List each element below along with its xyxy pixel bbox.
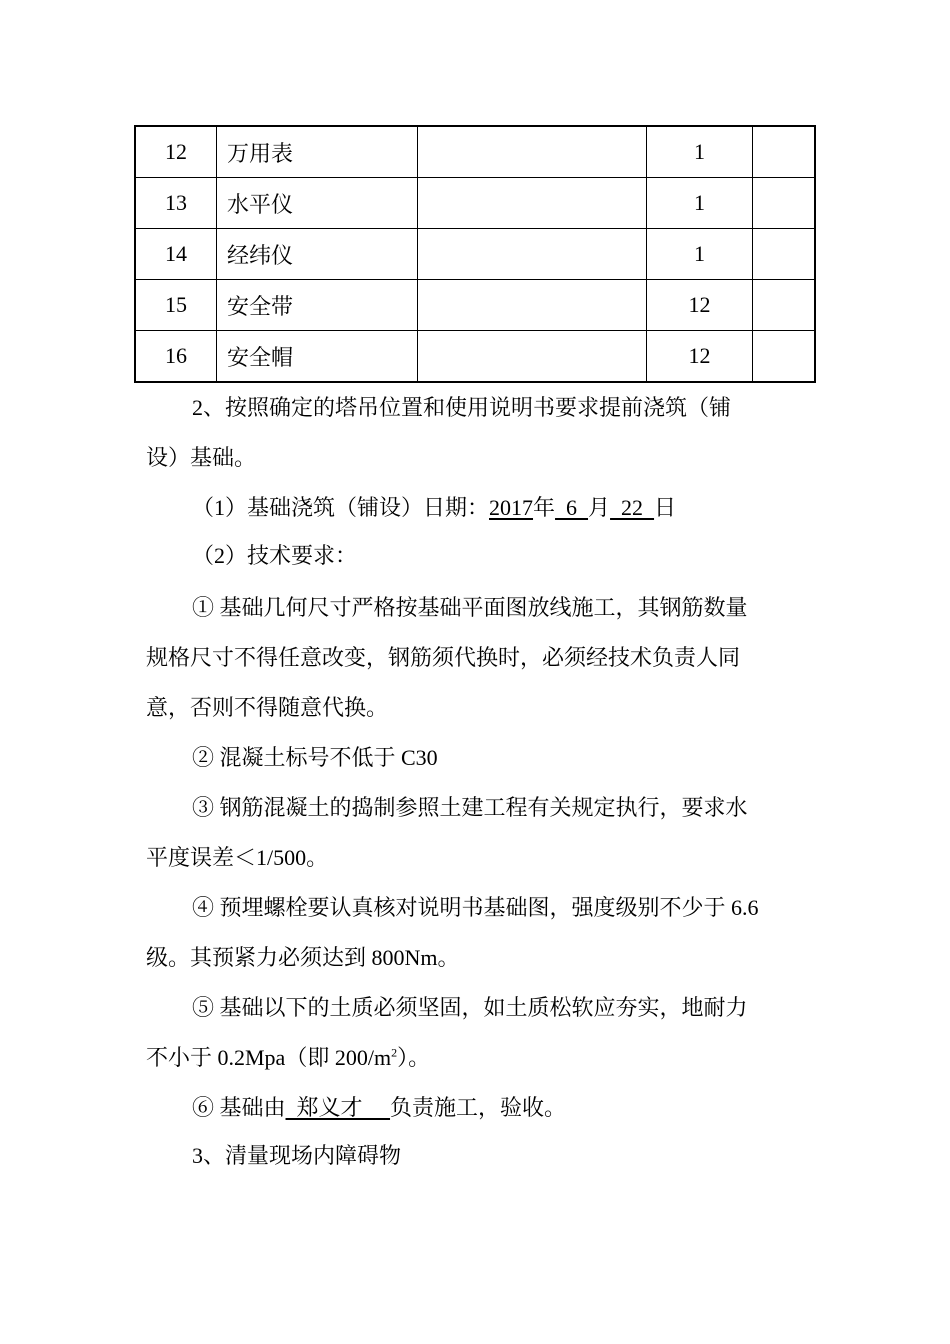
equipment-spec [418,280,647,331]
equipment-spec [418,331,647,383]
equipment-note [753,126,816,178]
requirement-3: ③ 钢筋混凝土的捣制参照土建工程有关规定执行，要求水 [192,795,748,820]
requirement-1: ① 基础几何尺寸严格按基础平面图放线施工，其钢筋数量 [192,595,748,620]
pour-date-label: （1）基础浇筑（铺设）日期： [192,495,490,520]
equipment-quantity: 1 [647,126,753,178]
pour-date-year: 2017 [489,495,534,520]
table-row [135,280,815,331]
requirement-2: ② 混凝土标号不低于 C30 [192,745,438,770]
pour-date-month: 6 [555,495,589,520]
row-number: 16 [135,331,217,383]
day-char: 日 [654,495,677,520]
row-number: 12 [135,126,217,178]
equipment-note [753,229,816,280]
requirement-6-suffix: 负责施工，验收。 [390,1095,567,1120]
tech-requirements-heading: （2）技术要求： [192,543,358,568]
requirement-5-cont [146,1043,430,1073]
equipment-name: 安全带 [217,280,418,331]
pour-date-line [192,493,676,523]
requirement-4: ④ 预埋螺栓要认真核对说明书基础图，强度级别不少于 6.6 [192,895,759,920]
table-row [135,126,815,178]
equipment-name: 水平仪 [217,178,418,229]
paragraph-foundation-intro: 2、按照确定的塔吊位置和使用说明书要求提前浇筑（铺 [192,395,732,420]
requirement-3-cont: 平度误差＜1/500。 [146,845,329,870]
requirement-5-cont-end: ）。 [397,1045,431,1070]
table-row [135,229,815,280]
paragraph-clear-obstacles: 3、清量现场内障碍物 [192,1143,402,1168]
equipment-note [753,178,816,229]
equipment-note [753,331,816,383]
paragraph-foundation-intro-cont: 设）基础。 [146,445,257,470]
row-number: 14 [135,229,217,280]
pour-date-day: 22 [610,495,655,520]
equipment-name: 万用表 [217,126,418,178]
responsible-person: 郑义才 [285,1095,391,1120]
requirement-5: ⑤ 基础以下的土质必须坚固，如土质松软应夯实，地耐力 [192,995,748,1020]
row-number: 15 [135,280,217,331]
requirement-6 [192,1093,566,1123]
equipment-quantity: 1 [647,229,753,280]
superscript-2: 2 [391,1045,398,1060]
equipment-spec [418,229,647,280]
equipment-quantity: 12 [647,331,753,383]
year-char: 年 [533,495,556,520]
requirement-6-prefix: ⑥ 基础由 [192,1095,286,1120]
equipment-spec [418,126,647,178]
equipment-note [753,280,816,331]
equipment-quantity: 12 [647,280,753,331]
month-char: 月 [588,495,611,520]
table-row [135,178,815,229]
equipment-table [134,125,816,383]
requirement-5-cont-text: 不小于 0.2Mpa（即 200/m [146,1045,392,1070]
equipment-name: 安全帽 [217,331,418,383]
requirement-1-cont: 规格尺寸不得任意改变，钢筋须代换时，必须经技术负责人同 [146,645,741,670]
equipment-name: 经纬仪 [217,229,418,280]
requirement-4-cont: 级。其预紧力必须达到 800Nm。 [146,945,460,970]
row-number: 13 [135,178,217,229]
equipment-quantity: 1 [647,178,753,229]
table-row [135,331,815,383]
requirement-1-cont2: 意，否则不得随意代换。 [146,695,389,720]
equipment-spec [418,178,647,229]
